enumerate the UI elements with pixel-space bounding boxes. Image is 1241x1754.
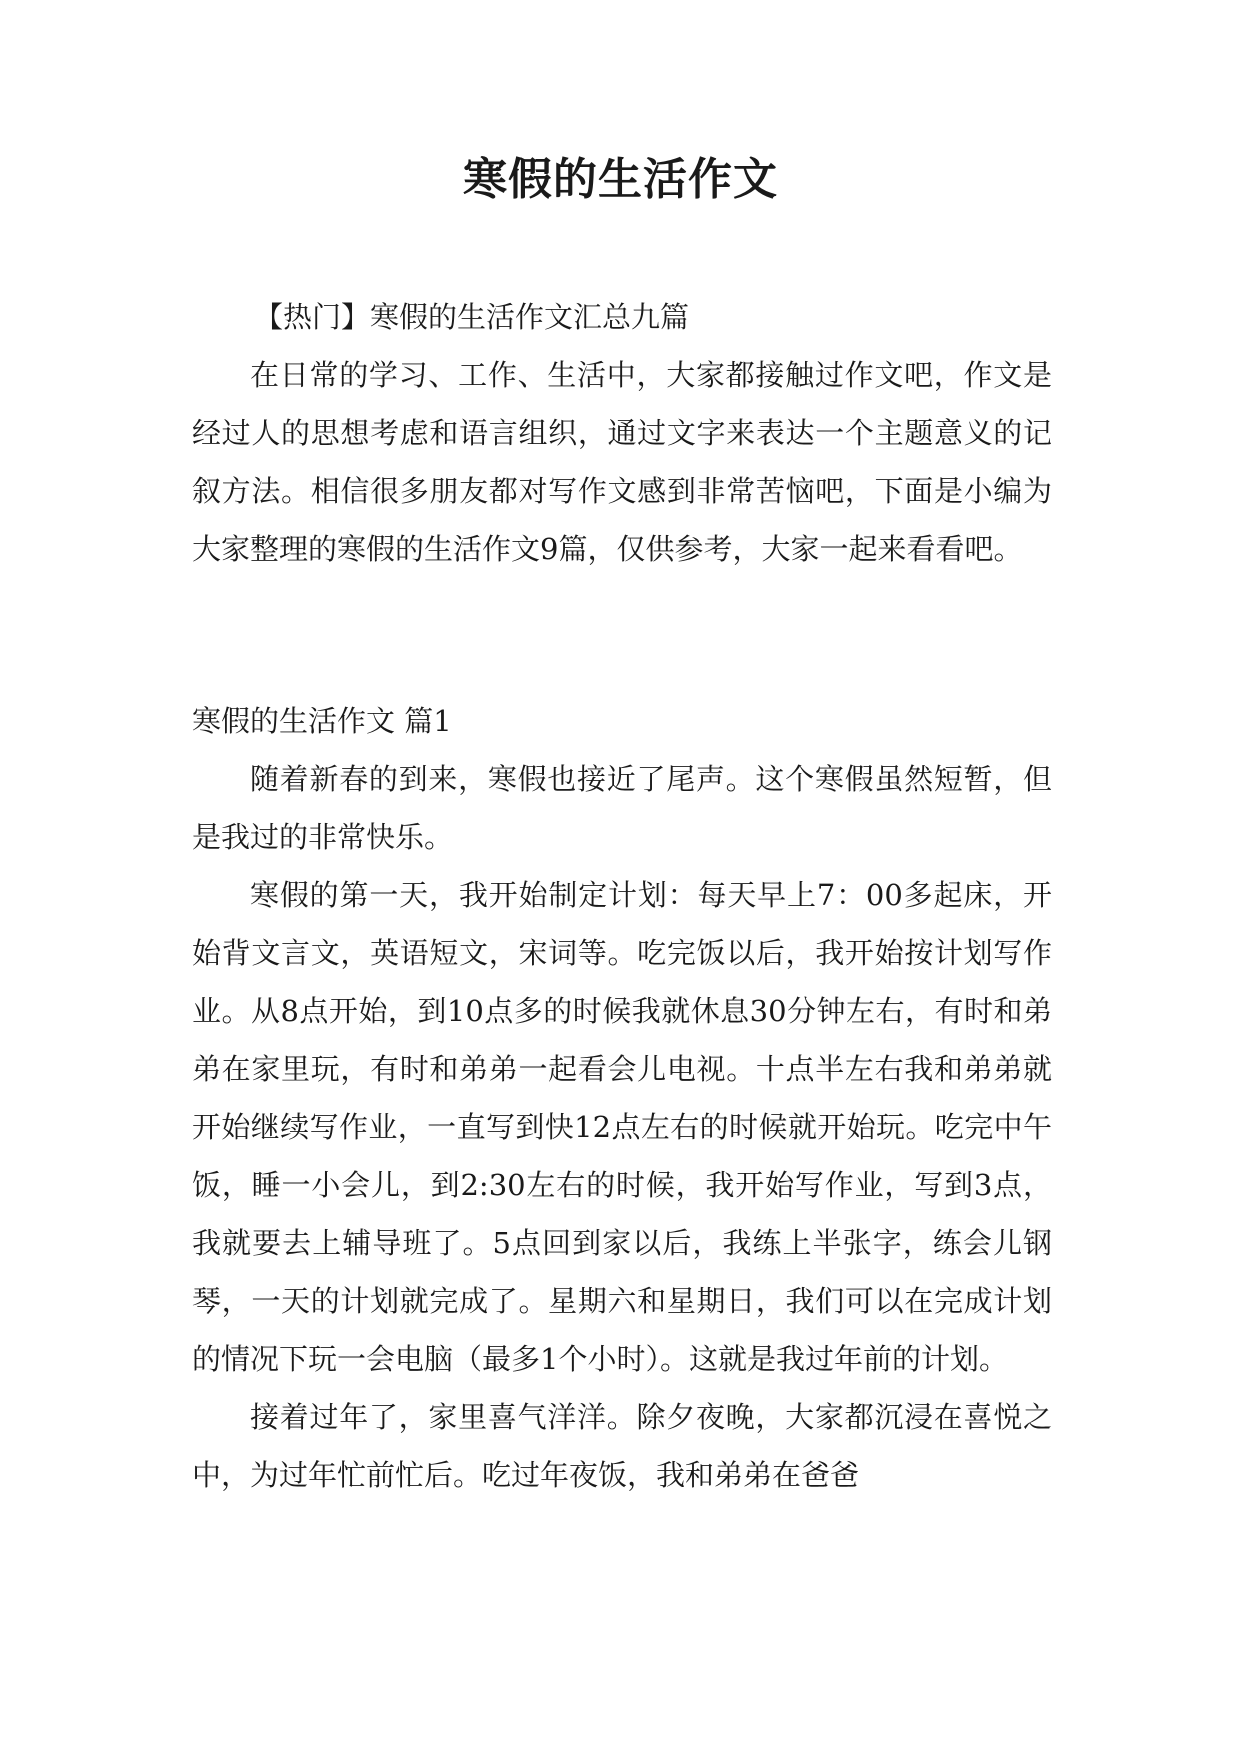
section-heading: 寒假的生活作文 篇1 <box>192 704 452 738</box>
tag-line: 【热门】寒假的生活作文汇总九篇 <box>254 300 690 334</box>
intro-block <box>192 288 1052 578</box>
section-paragraph: 随着新春的到来，寒假也接近了尾声。这个寒假虽然短暂，但是我过的非常快乐。 <box>192 762 1052 854</box>
intro-paragraph: 在日常的学习、工作、生活中，大家都接触过作文吧，作文是经过人的思想考虑和语言组织，通过文字来表达一个主题意义的记叙方法。相信很多朋友都对写作文感到非常苦恼吧，下面是小编为大家整理的寒假的生活作文9篇，仅供参考，大家一起来看看吧。 <box>192 358 1052 566</box>
section-paragraph: 寒假的第一天，我开始制定计划：每天早上7：00多起床，开始背文言文，英语短文，宋词等。吃完饭以后，我开始按计划写作业。从8点开始，到10点多的时候我就休息30分钟左右，有时和弟弟在家里玩，有时和弟弟一起看会儿电视。十点半左右我和弟弟就开始继续写作业，一直写到快12点左右的时候就开始玩。吃完中午饭，睡一小会儿，到2:30左右的时候，我开始写作业，写到3点，我就要去上辅导班了。5点回到家以后，我练上半张字，练会儿钢琴，一天的计划就完成了。星期六和星期日，我们可以在完成计划的情况下玩一会电脑（最多1个小时）。这就是我过年前的计划。 <box>192 878 1052 1376</box>
document-title: 寒假的生活作文 <box>463 154 778 205</box>
section-paragraph: 接着过年了，家里喜气洋洋。除夕夜晚，大家都沉浸在喜悦之中，为过年忙前忙后。吃过年夜饭，我和弟弟在爸爸 <box>192 1400 1052 1492</box>
section-1 <box>192 692 1052 1504</box>
